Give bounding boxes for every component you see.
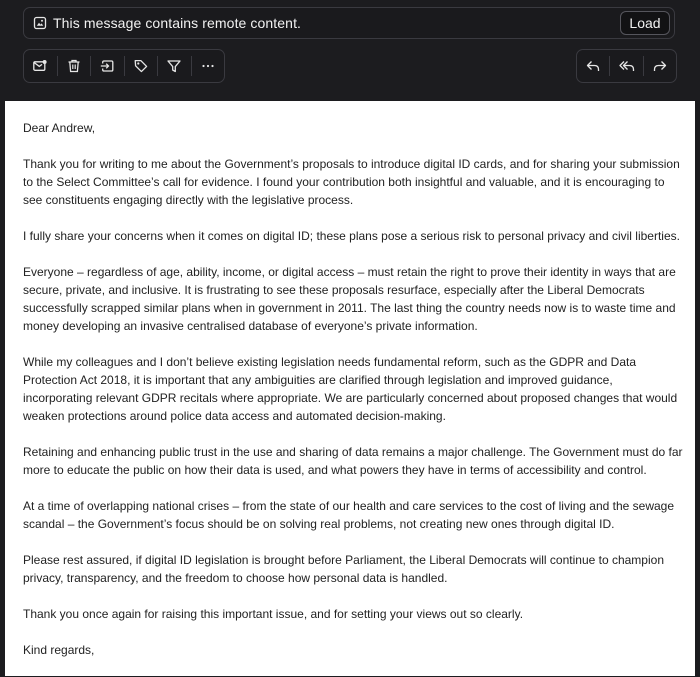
remote-content-message: This message contains remote content. <box>53 15 302 31</box>
remote-content-icon <box>33 16 47 30</box>
load-remote-content-button[interactable]: Load <box>620 11 670 35</box>
email-paragraph: Everyone – regardless of age, ability, income, or digital access – must retain the right to prove their identity in ways that are secure, private, and inclusive. It is frustrating to see these proposals resurface, especially after the Liberal Democrats successfully scrapped similar plans when in government in 2011. The last thing the country needs now is to waste time and money developing an invasive centralised database of everyone’s private information. <box>23 265 676 333</box>
email-closing: Kind regards, <box>23 643 95 657</box>
remote-content-banner <box>23 7 675 39</box>
reply-button[interactable] <box>577 50 609 82</box>
move-to-folder-icon <box>99 58 115 74</box>
reply-actions-toolbar <box>576 49 677 83</box>
envelope-dot-icon <box>32 58 48 74</box>
forward-button[interactable] <box>644 50 676 82</box>
tag-icon <box>133 58 149 74</box>
trash-icon <box>66 58 82 74</box>
email-paragraph: At a time of overlapping national crises – from the state of our health and care services to the cost of living and the sewage scandal – the Government’s focus should be on solving real problems, not creating new ones through digital ID. <box>23 499 675 531</box>
reply-all-button[interactable] <box>610 50 642 82</box>
email-paragraph: Thank you once again for raising this important issue, and for setting your views out so clearly. <box>23 607 524 621</box>
forward-icon <box>652 58 668 74</box>
message-body <box>5 101 695 676</box>
email-paragraph: Retaining and enhancing public trust in the use and sharing of data remains a major challenge. The Government must do far more to educate the public on how their data is used, and what powers they have in terms of accessibility and control. <box>23 445 683 477</box>
filter-button[interactable] <box>158 50 191 82</box>
reply-all-icon <box>619 58 635 74</box>
delete-button[interactable] <box>58 50 91 82</box>
mark-unread-button[interactable] <box>24 50 57 82</box>
filter-icon <box>166 58 182 74</box>
email-greeting: Dear Andrew, <box>23 121 96 135</box>
message-actions-toolbar <box>23 49 225 83</box>
email-paragraph: I fully share your concerns when it comes on digital ID; these plans pose a serious risk to personal privacy and civil liberties. <box>23 229 680 243</box>
email-paragraph: Thank you for writing to me about the Government’s proposals to introduce digital ID cards, and for sharing your submission to the Select Committee’s call for evidence. I found your contribution both insightful and valuable, and it is encouraging to see constituents engaging directly with the legislative process. <box>23 157 680 207</box>
label-button[interactable] <box>125 50 158 82</box>
message-header <box>0 0 700 101</box>
more-actions-button[interactable] <box>192 50 225 82</box>
move-button[interactable] <box>91 50 124 82</box>
email-paragraph: Please rest assured, if digital ID legislation is brought before Parliament, the Liberal Democrats will continue to champion privacy, transparency, and the freedom to choose how personal data is handled. <box>23 553 664 585</box>
ellipsis-icon <box>200 58 216 74</box>
reply-icon <box>585 58 601 74</box>
email-paragraph: While my colleagues and I don’t believe existing legislation needs fundamental reform, such as the GDPR and Data Protection Act 2018, it is important that any ambiguities are clarified through legislation and improved guidance, incorporating relevant GDPR recitals where appropriate. We are particularly concerned about proposed changes that would weaken protections around police data access and automated decision-making. <box>23 355 678 423</box>
message-content <box>23 119 683 677</box>
